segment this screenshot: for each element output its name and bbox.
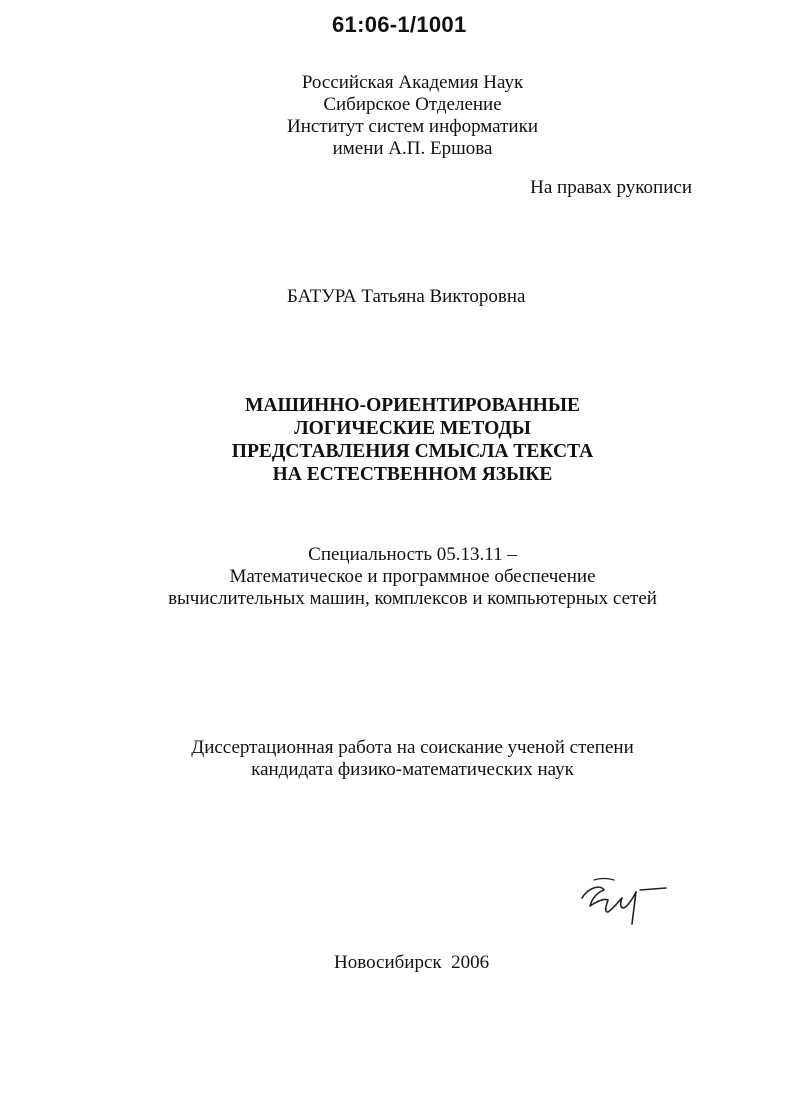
degree-line: Диссертационная работа на соискание ученой степени bbox=[191, 737, 634, 758]
institute-name: Институт систем информатики bbox=[286, 116, 538, 137]
manuscript-note: На правах рукописи bbox=[530, 177, 692, 198]
city-year: Новосибирск 2006 bbox=[334, 952, 490, 973]
title-line: ЛОГИЧЕСКИЕ МЕТОДЫ bbox=[294, 418, 531, 439]
branch-name: Сибирское Отделение bbox=[323, 94, 502, 115]
specialty-line: вычислительных машин, комплексов и компьютерных сетей bbox=[168, 588, 657, 609]
catalog-number: 61:06-1/1001 bbox=[332, 12, 467, 37]
academy-name: Российская Академия Наук bbox=[301, 72, 524, 93]
title-line: МАШИННО-ОРИЕНТИРОВАННЫЕ bbox=[245, 395, 580, 416]
degree-line: кандидата физико-математических наук bbox=[251, 759, 574, 780]
degree-note bbox=[150, 737, 675, 781]
specialty-code: Специальность 05.13.11 – bbox=[308, 544, 517, 565]
thesis-title bbox=[190, 394, 635, 486]
institute-named-after: имени А.П. Ершова bbox=[332, 138, 493, 159]
institution-block bbox=[240, 72, 585, 160]
specialty-line: Математическое и программное обеспечение bbox=[229, 566, 596, 587]
author-name: БАТУРА Татьяна Викторовна bbox=[287, 286, 526, 307]
title-line: ПРЕДСТАВЛЕНИЯ СМЫСЛА ТЕКСТА bbox=[231, 441, 594, 462]
signature-icon bbox=[574, 868, 674, 932]
title-line: НА ЕСТЕСТВЕННОМ ЯЗЫКЕ bbox=[272, 464, 553, 485]
specialty-block bbox=[140, 544, 685, 610]
